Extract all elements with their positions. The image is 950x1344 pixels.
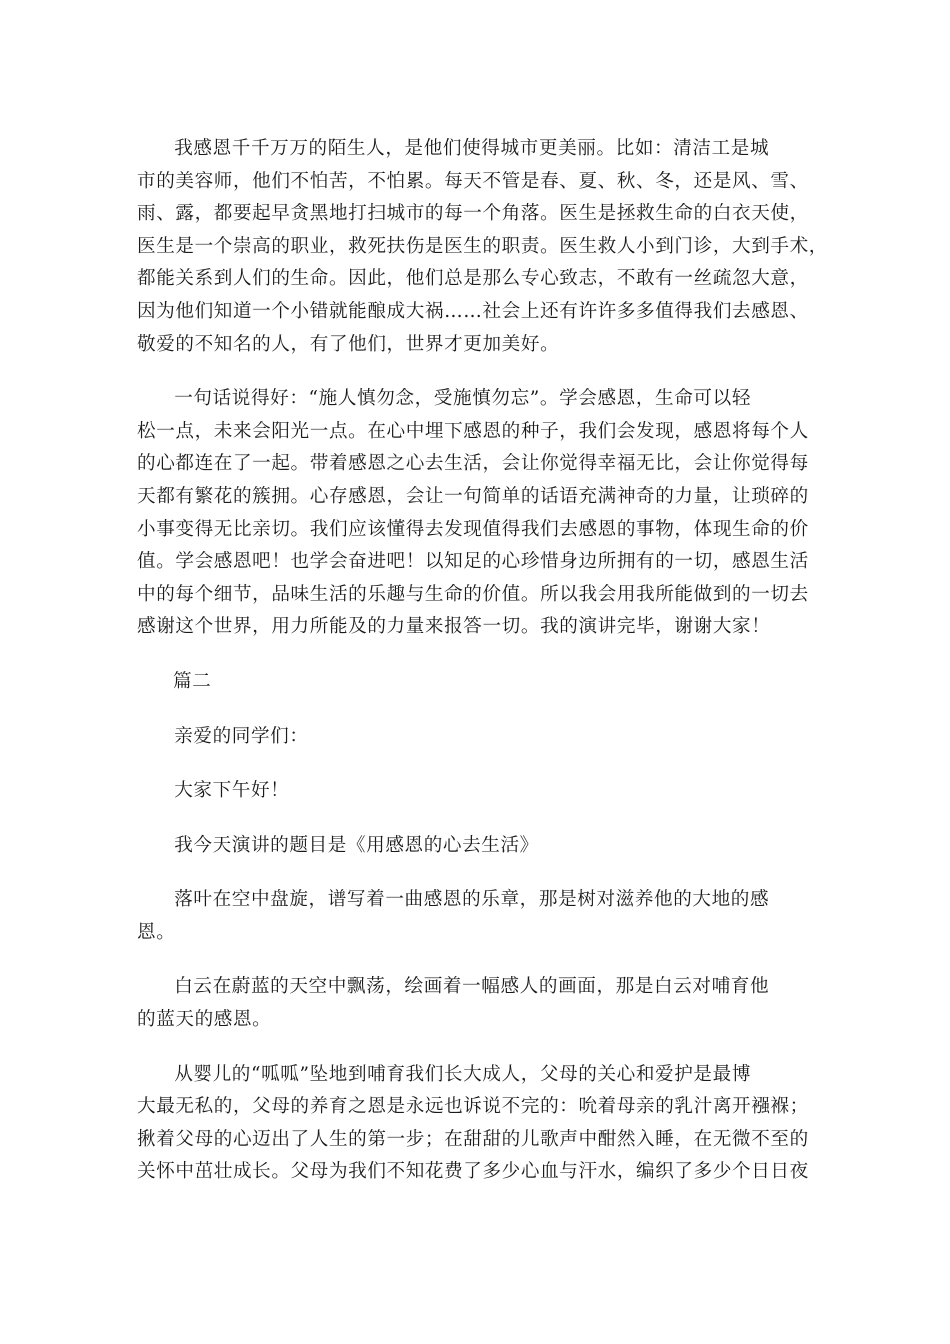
text-line: 市的美容师，他们不怕苦，不怕累。每天不管是春、夏、秋、冬，还是风、雪、 [137, 170, 809, 192]
text-line: 从婴儿的“呱呱”坠地到哺育我们长大成人，父母的关心和爱护是最博 [174, 1063, 752, 1085]
text-line: 因为他们知道一个小错就能酿成大祸……社会上还有许许多多值得我们去感恩、 [137, 300, 809, 322]
text-line: 落叶在空中盘旋，谱写着一曲感恩的乐章，那是树对滋养他的大地的感 [174, 889, 770, 911]
text-line: 值。学会感恩吧！也学会奋进吧！以知足的心珍惜身边所拥有的一切，感恩生活 [137, 551, 809, 573]
text-line: 感谢这个世界，用力所能及的力量来报答一切。我的演讲完毕，谢谢大家！ [137, 616, 771, 638]
document-page [137, 133, 828, 1189]
paragraph-speech-title [137, 830, 809, 863]
paragraph-good-afternoon [137, 775, 809, 808]
text-line: 恩。 [137, 921, 176, 943]
text-line: 雨、露，都要起早贪黑地打扫城市的每一个角落。医生是拯救生命的白衣天使， [137, 203, 809, 225]
paragraph-parents [137, 1059, 809, 1189]
text-line: 的蓝天的感恩。 [137, 1009, 272, 1031]
text-line: 中的每个细节，品味生活的乐趣与生命的价值。所以我会用我所能做到的一切去 [137, 583, 809, 605]
paragraph-strangers [137, 133, 828, 361]
paragraph-greeting [137, 721, 809, 754]
text-line: 都能关系到人们的生命。因此，他们总是那么专心致志，不敢有一丝疏忽大意， [137, 268, 809, 290]
text-line: 天都有繁花的簇拥。心存感恩，会让一句简单的话语充满神奇的力量，让琐碎的 [137, 485, 809, 507]
text-line: 我今天演讲的题目是《用感恩的心去生活》 [174, 834, 539, 856]
text-line: 关怀中茁壮成长。父母为我们不知花费了多少心血与汗水，编织了多少个日日夜 [137, 1161, 809, 1183]
text-line: 敬爱的不知名的人，有了他们，世界才更加美好。 [137, 333, 560, 355]
paragraph-gratitude-life [137, 383, 809, 644]
section-heading-text: 篇二 [173, 670, 212, 692]
paragraph-falling-leaves [137, 884, 809, 949]
text-line: 松一点，未来会阳光一点。在心中埋下感恩的种子，我们会发现，感恩将每个人 [137, 420, 809, 442]
text-line: 揪着父母的心迈出了人生的第一步；在甜甜的儿歌声中酣然入睡，在无微不至的 [137, 1128, 809, 1150]
section-heading [137, 666, 809, 699]
text-line: 亲爱的同学们： [174, 725, 309, 747]
text-line: 的心都连在了一起。带着感恩之心去生活，会让你觉得幸福无比，会让你觉得每 [137, 453, 809, 475]
paragraph-white-clouds [137, 971, 809, 1036]
text-line: 大最无私的，父母的养育之恩是永远也诉说不完的：吮着母亲的乳汁离开襁褓； [137, 1096, 809, 1118]
text-line: 医生是一个崇高的职业，救死扶伤是医生的职责。医生救人小到门诊，大到手术， [137, 235, 828, 257]
text-line: 小事变得无比亲切。我们应该懂得去发现值得我们去感恩的事物，体现生命的价 [137, 518, 809, 540]
text-line: 一句话说得好：“施人慎勿念，受施慎勿忘”。学会感恩，生命可以轻 [174, 388, 752, 410]
text-line: 大家下午好！ [174, 780, 290, 802]
text-line: 白云在蔚蓝的天空中飘荡，绘画着一幅感人的画面，那是白云对哺育他 [174, 976, 770, 998]
text-line: 我感恩千千万万的陌生人，是他们使得城市更美丽。比如：清洁工是城 [174, 138, 770, 159]
